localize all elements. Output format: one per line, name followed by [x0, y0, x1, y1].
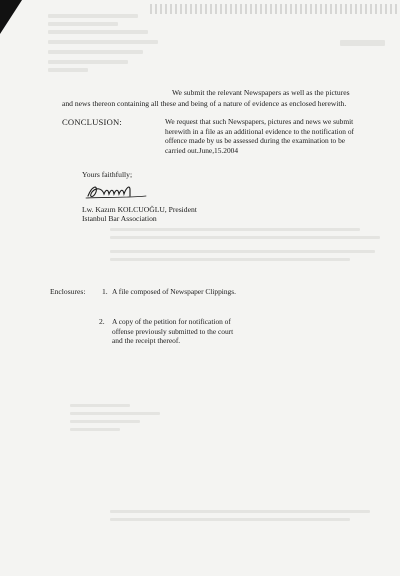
conclusion-body: We request that such Newspapers, pictures and news we submit herewith in a file as an additional evidence to the notification of offence made by us be assessed during the examination to be carried out.June,15.2004: [165, 117, 355, 155]
bleed-through-mark: [48, 50, 143, 54]
bleed-through-mark: [110, 518, 350, 521]
enclosure-item-text: A file composed of Newspaper Clippings.: [112, 287, 236, 296]
conclusion-heading: CONCLUSION:: [62, 117, 122, 127]
bleed-through-mark: [48, 22, 118, 26]
bleed-through-mark: [70, 428, 120, 431]
closing-salutation: Yours faithfully;: [82, 170, 133, 179]
enclosure-item-number: 1.: [102, 287, 108, 296]
bleed-through-mark: [70, 420, 140, 423]
enclosures-label: Enclosures:: [50, 287, 86, 296]
scan-corner-shadow: [0, 0, 22, 34]
bleed-through-mark: [48, 68, 88, 72]
bleed-through-mark: [110, 250, 375, 253]
bleed-through-mark: [110, 510, 370, 513]
evidence-paragraph-line-1: We submit the relevant Newspapers as well as the pictures: [172, 88, 350, 97]
bleed-through-mark: [48, 30, 148, 34]
bleed-through-mark: [110, 258, 350, 261]
bleed-through-mark: [48, 14, 138, 18]
enclosure-item-text: A copy of the petition for notification of offense previously submitted to the court and the receipt thereof.: [112, 317, 234, 346]
bleed-through-mark: [70, 404, 130, 407]
evidence-paragraph-line-2: and news thereon containing all these and being of a nature of evidence as enclosed herewith.: [62, 99, 347, 108]
bleed-through-mark: [340, 40, 385, 46]
bleed-through-mark: [110, 228, 360, 231]
bleed-through-mark: [48, 40, 158, 44]
bleed-through-mark: [70, 412, 160, 415]
signer-name: Lw. Kazım KOLCUOĞLU, President: [82, 205, 197, 214]
handwritten-signature: [84, 180, 154, 202]
signer-organization: Istanbul Bar Association: [82, 214, 157, 223]
enclosure-item-number: 2.: [99, 317, 105, 326]
scan-noise: [150, 4, 400, 14]
bleed-through-mark: [110, 236, 380, 239]
bleed-through-mark: [48, 60, 128, 64]
